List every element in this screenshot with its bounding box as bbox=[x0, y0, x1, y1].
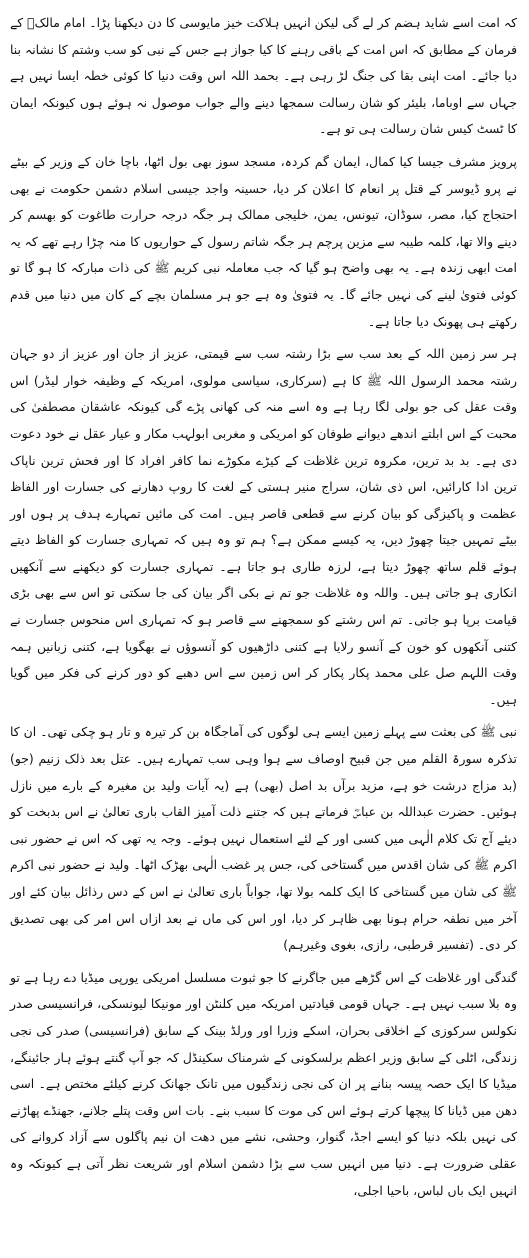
article-paragraph-2: پرویز مشرف جیسا کیا کمال، ایمان گم کردہ، مسجد سوز بھی بول اٹھا، باچا خان کے وزیر کے بیٹے نے پرو ڈیوسر کے قتل پر انعام کا اعلان کر دیا، حسینہ واجد جیسی اسلام دشمن حکومت نے بھی احتجاج کیا، مصر، سوڈان، تیونس، یمن، خلیجی ممالک ہر جگہ درجہ حرارت طاغوت کو بھسم کر دینے والا تھا، کلمہ طیبہ سے مزین پرچم ہر جگہ شاتم رسول کے حواریوں کا منہ چڑا رہے تھے کہ یہ امت ابھی زندہ ہے۔ یہ بھی واضح ہو گیا کہ جب معاملہ نبی کریم ﷺ کی ذات مبارکہ کا ہو گا تو کوئی فتویٰ لینے کی نہیں جائے گا۔ یہ فتویٰ وہ ہے جو ہر مسلمان بچے کے کان میں دنیا میں قدم رکھتے ہی پھونک دیا جاتا ہے۔ bbox=[10, 153, 517, 329]
article-paragraph-4: نبی ﷺ کی بعثت سے پہلے زمین ایسے ہی لوگوں کی آماجگاہ بن کر تیرہ و تار ہو چکی تھی۔ ان کا تذکرہ سورۃ القلم میں جن قبیح اوصاف سے ہوا وہی سب تمہارے ہیں۔ عتل بعد ذلک زنیم (جو) (بد مزاج درشت خو ہے، مزید برآں بد اصل (بھی) ہے (یہ آیات ولید بن مغیرہ کے بارے میں نازل ہوئیں۔ حضرت عبداللہ بن عباسؓ فرماتے ہیں کہ جتنے ذلت آمیز القاب باری تعالیٰ نے اس بدبخت کو دیئے آج تک کلام الٰہی میں کسی اور کے لئے استعمال نہیں ہوئے۔ وجہ یہ تھی کہ اس نے حضور نبی اکرم ﷺ کی شان اقدس میں گستاخی کی، جس پر غضب الٰہی بھڑک اٹھا۔ ولید نے حضور نبی اکرم ﷺ کی شان میں گستاخی کا ایک کلمہ بولا تھا، جواباً باری تعالیٰ نے اس کے دس رذائل بیان کئے اور آخر میں نطفہ حرام ہونا بھی ظاہر کر دیا، اور اس کی ماں نے بعد ازاں اس امر کی بھی تصدیق کر دی۔ (تفسیر قرطبی، رازی، بغوی وغیرہم) bbox=[10, 724, 517, 953]
article-paragraph-3: ہر سر زمین اللہ کے بعد سب سے بڑا رشتہ سب سے قیمتی، عزیز از جان اور عزیز از دو جہان رشتہ محمد الرسول اللہ ﷺ کا ہے (سرکاری، سیاسی مولوی، امریکہ کے وظیفہ خوار لیڈر) اس وقت عقل کی جو بولی لگا رہا ہے وہ اسے منہ کی کھانی پڑے گی کیونکہ عاشقان مصطفیٰ کی محبت کے اس ابلتے اندھے دیوانے طوفان کو امریکی و مغربی ابولہب مکار و عیار عقل نے خود دعوت دی ہے۔ بد بد ترین، مکروہ ترین غلاظت کے کیڑے مکوڑے نما کافر افراد کا اور فحش ترین ناپاک ترین ادا کارائیں، اس ذی شان، سراج منیر ہستی کے لغت کا روپ دھارنے کی جسارت اور الفاظ عظمت و پاکیزگی کو بیان کرنے سے قطعی قاصر ہیں۔ امت کی مائیں تمہارے ہدف پر ہوں اور بیٹے تمہیں جیتا چھوڑ دیں، یہ کیسے ممکن ہے؟ ہم تو وہ ہیں کہ تمہاری جسارت کو الفاظ دیتے ہوئے قلم ساتھ چھوڑ دیتا ہے، لرزہ طاری ہو جاتا ہے۔ تمہاری جسارت کو دیکھنے سے آنکھیں انکاری ہو جاتی ہیں۔ واللہ وہ غلاظت جو تم نے بکی اگر بیان کی جا سکتی تو اس سے بھی بڑی قیامت برپا ہو جاتی۔ تم اس رشتے کو سمجھنے سے قاصر ہو کہ تمہاری اس منحوس جسارت نے کتنی آنکھوں کو خون کے آنسو رلایا ہے کتنی داڑھیوں کو آنسوؤں نے بھگویا ہے، کتنی زبانیں ہمہ وقت اللہم صل علی محمد پکار پکار کر اس زمین سے اس دھبے کو دور کرنے کی فکر میں گویا ہیں۔ bbox=[10, 346, 517, 707]
article-paragraph-5: گندگی اور غلاظت کے اس گڑھے میں جاگرنے کا جو ثبوت مسلسل امریکی یورپی میڈیا دے رہا ہے تو وہ بلا سبب نہیں ہے۔ جہاں قومی قیادتیں امریکہ میں کلنٹن اور مونیکا لیونسکی، فرانسیسی صدر نکولس سرکوزی کے اخلاقی بحران، اسکے وزرا اور ورلڈ بینک کے سابق (فرانسیسی) صدر کی نجی زندگی، اٹلی کے سابق وزیر اعظم برلسکونی کے شرمناک سکینڈل کہ جو آپ گنتے ہوئے ہار جائینگے، میڈیا کا ایک حصہ پیسہ بنانے پر ان کی نجی زندگیوں میں تانک جھانک کرنے کیلئے مختص ہے۔ اسی دھن میں ڈیانا کا پیچھا کرتے ہوئے اس کی موت کا سبب بنے۔ بات اس وقت پتلے جلانے، جھنڈے پھاڑنے کی نہیں بلکہ دنیا کو ایسے اجڈ، گنوار، وحشی، نشے میں دھت ان نیم پاگلوں سے آزاد کروانے کی عقلی ضرورت ہے۔ دنیا میں انہیں سب سے بڑا دشمن اسلام اور شریعت نظر آتی ہے کیونکہ وہ انہیں ایک باں لباس، باحیا اجلی، bbox=[10, 969, 517, 1198]
article-paragraph-1: کہ امت اسے شاید ہضم کر لے گی لیکن انہیں ہلاکت خیز مایوسی کا دن دیکھنا پڑا۔ امام مالکؒ کے فرمان کے مطابق کہ اس امت کے باقی رہنے کا کیا جواز ہے جس کے نبی کو سب وشتم کا نشانہ بنا دیا جائے۔ امت اپنی بقا کی جنگ لڑ رہی ہے۔ بحمد اللہ اس وقت دنیا کا کوئی خطہ ایسا نہیں ہے جہاں سے اوباما، بلیئر کو شان رسالت سمجھا دینے والے جواب موصول نہ ہوئے ہوں کیونکہ ایمان کا ٹسٹ کیس شان رسالت ہی تو ہے۔ bbox=[10, 15, 517, 137]
